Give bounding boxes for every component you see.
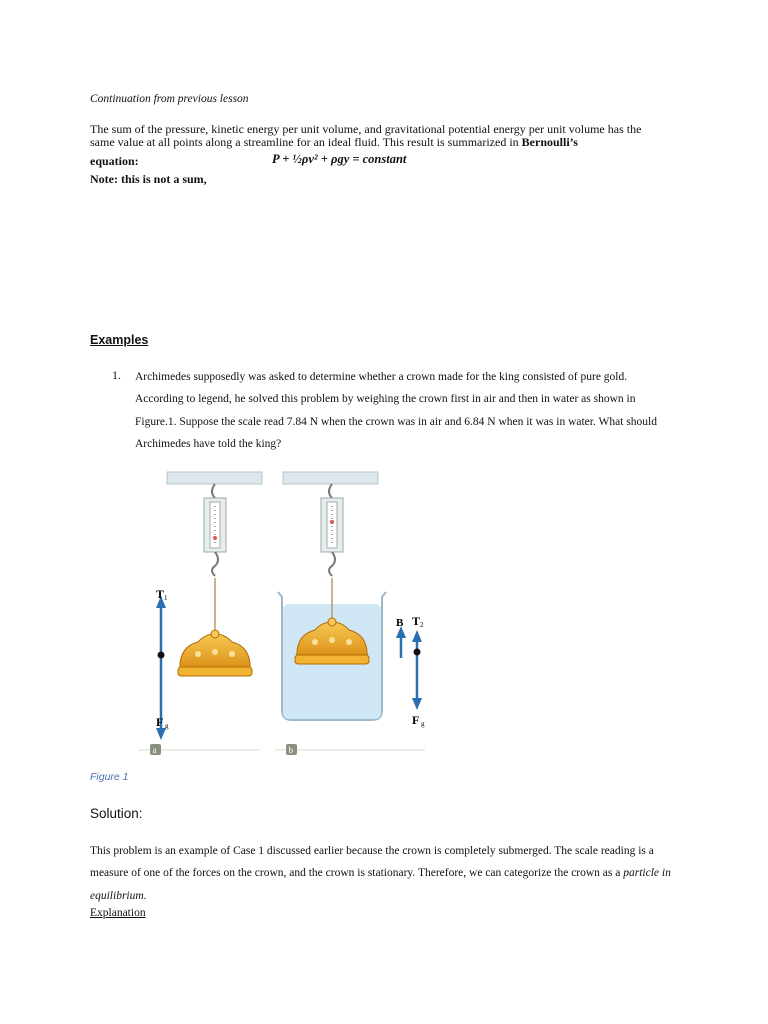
label-T2: T (412, 614, 421, 628)
weight-arrow-b-head (412, 698, 422, 710)
crown-a (178, 630, 252, 676)
solution-text (90, 840, 680, 907)
tension-arrow-b-head (412, 630, 422, 642)
spring-scale-a (204, 484, 226, 576)
intro-text: Continuation from previous lesson (90, 93, 249, 105)
tag-b: b (288, 745, 293, 755)
bernoulli-paragraph-text: The sum of the pressure, kinetic energy per unit volume, and gravitational potential energy per unit volume has the same value at all points along a streamline for an ideal fluid. This result is summarized in (90, 122, 642, 149)
figure-caption: Figure 1 (90, 771, 129, 783)
examples-heading: Examples (90, 333, 149, 347)
bernoulli-bold: Bernoulli’s (521, 135, 578, 149)
force-point-b (414, 649, 421, 656)
bernoulli-paragraph (90, 123, 650, 149)
label-T1: T (156, 587, 165, 601)
label-T2-sub: 2 (420, 621, 424, 629)
problem-text: Archimedes supposedly was asked to determine whether a crown made for the king consisted of pure gold. According to legend, he solved this problem by weighing the crown first in air and then in water as shown in Figure.1. Suppose the scale read 7.84 N when the crown was in air and 6.84 N when it was in water. What should Archimedes have told the king? (135, 371, 657, 450)
label-Fg-a: F (156, 715, 164, 729)
label-T1-sub: 1 (164, 594, 168, 602)
label-B: B (396, 617, 404, 629)
label-Fg-b: F (412, 713, 420, 727)
solution-end: . (143, 889, 147, 902)
label-Fg-a-sub: g (165, 722, 169, 730)
tag-a: a (152, 745, 157, 755)
force-point-a (158, 652, 165, 659)
solution-body: This problem is an example of Case 1 discussed earlier because the crown is completely submerged. The scale reading is a measure of one of the forces on the crown, and the crown is stationary. Therefore, we can categorize the crown as a (90, 845, 654, 880)
label-Fg-b-sub: g (421, 720, 425, 728)
archimedes-figure (130, 462, 470, 762)
solution-italic: particle in equilibrium (90, 867, 671, 902)
equation-label: equation: (90, 154, 139, 168)
note-text: Note: this is not a sum, (90, 172, 207, 186)
bernoulli-equation: P + ½ρv² + ρgy = constant (272, 152, 407, 166)
ceiling-bar-a (167, 472, 262, 484)
problem-number: 1. (112, 368, 121, 382)
ceiling-bar-b (283, 472, 378, 484)
solution-heading: Solution: (90, 806, 143, 821)
explanation-heading: Explanation (90, 907, 146, 919)
spring-scale-b (321, 484, 343, 576)
